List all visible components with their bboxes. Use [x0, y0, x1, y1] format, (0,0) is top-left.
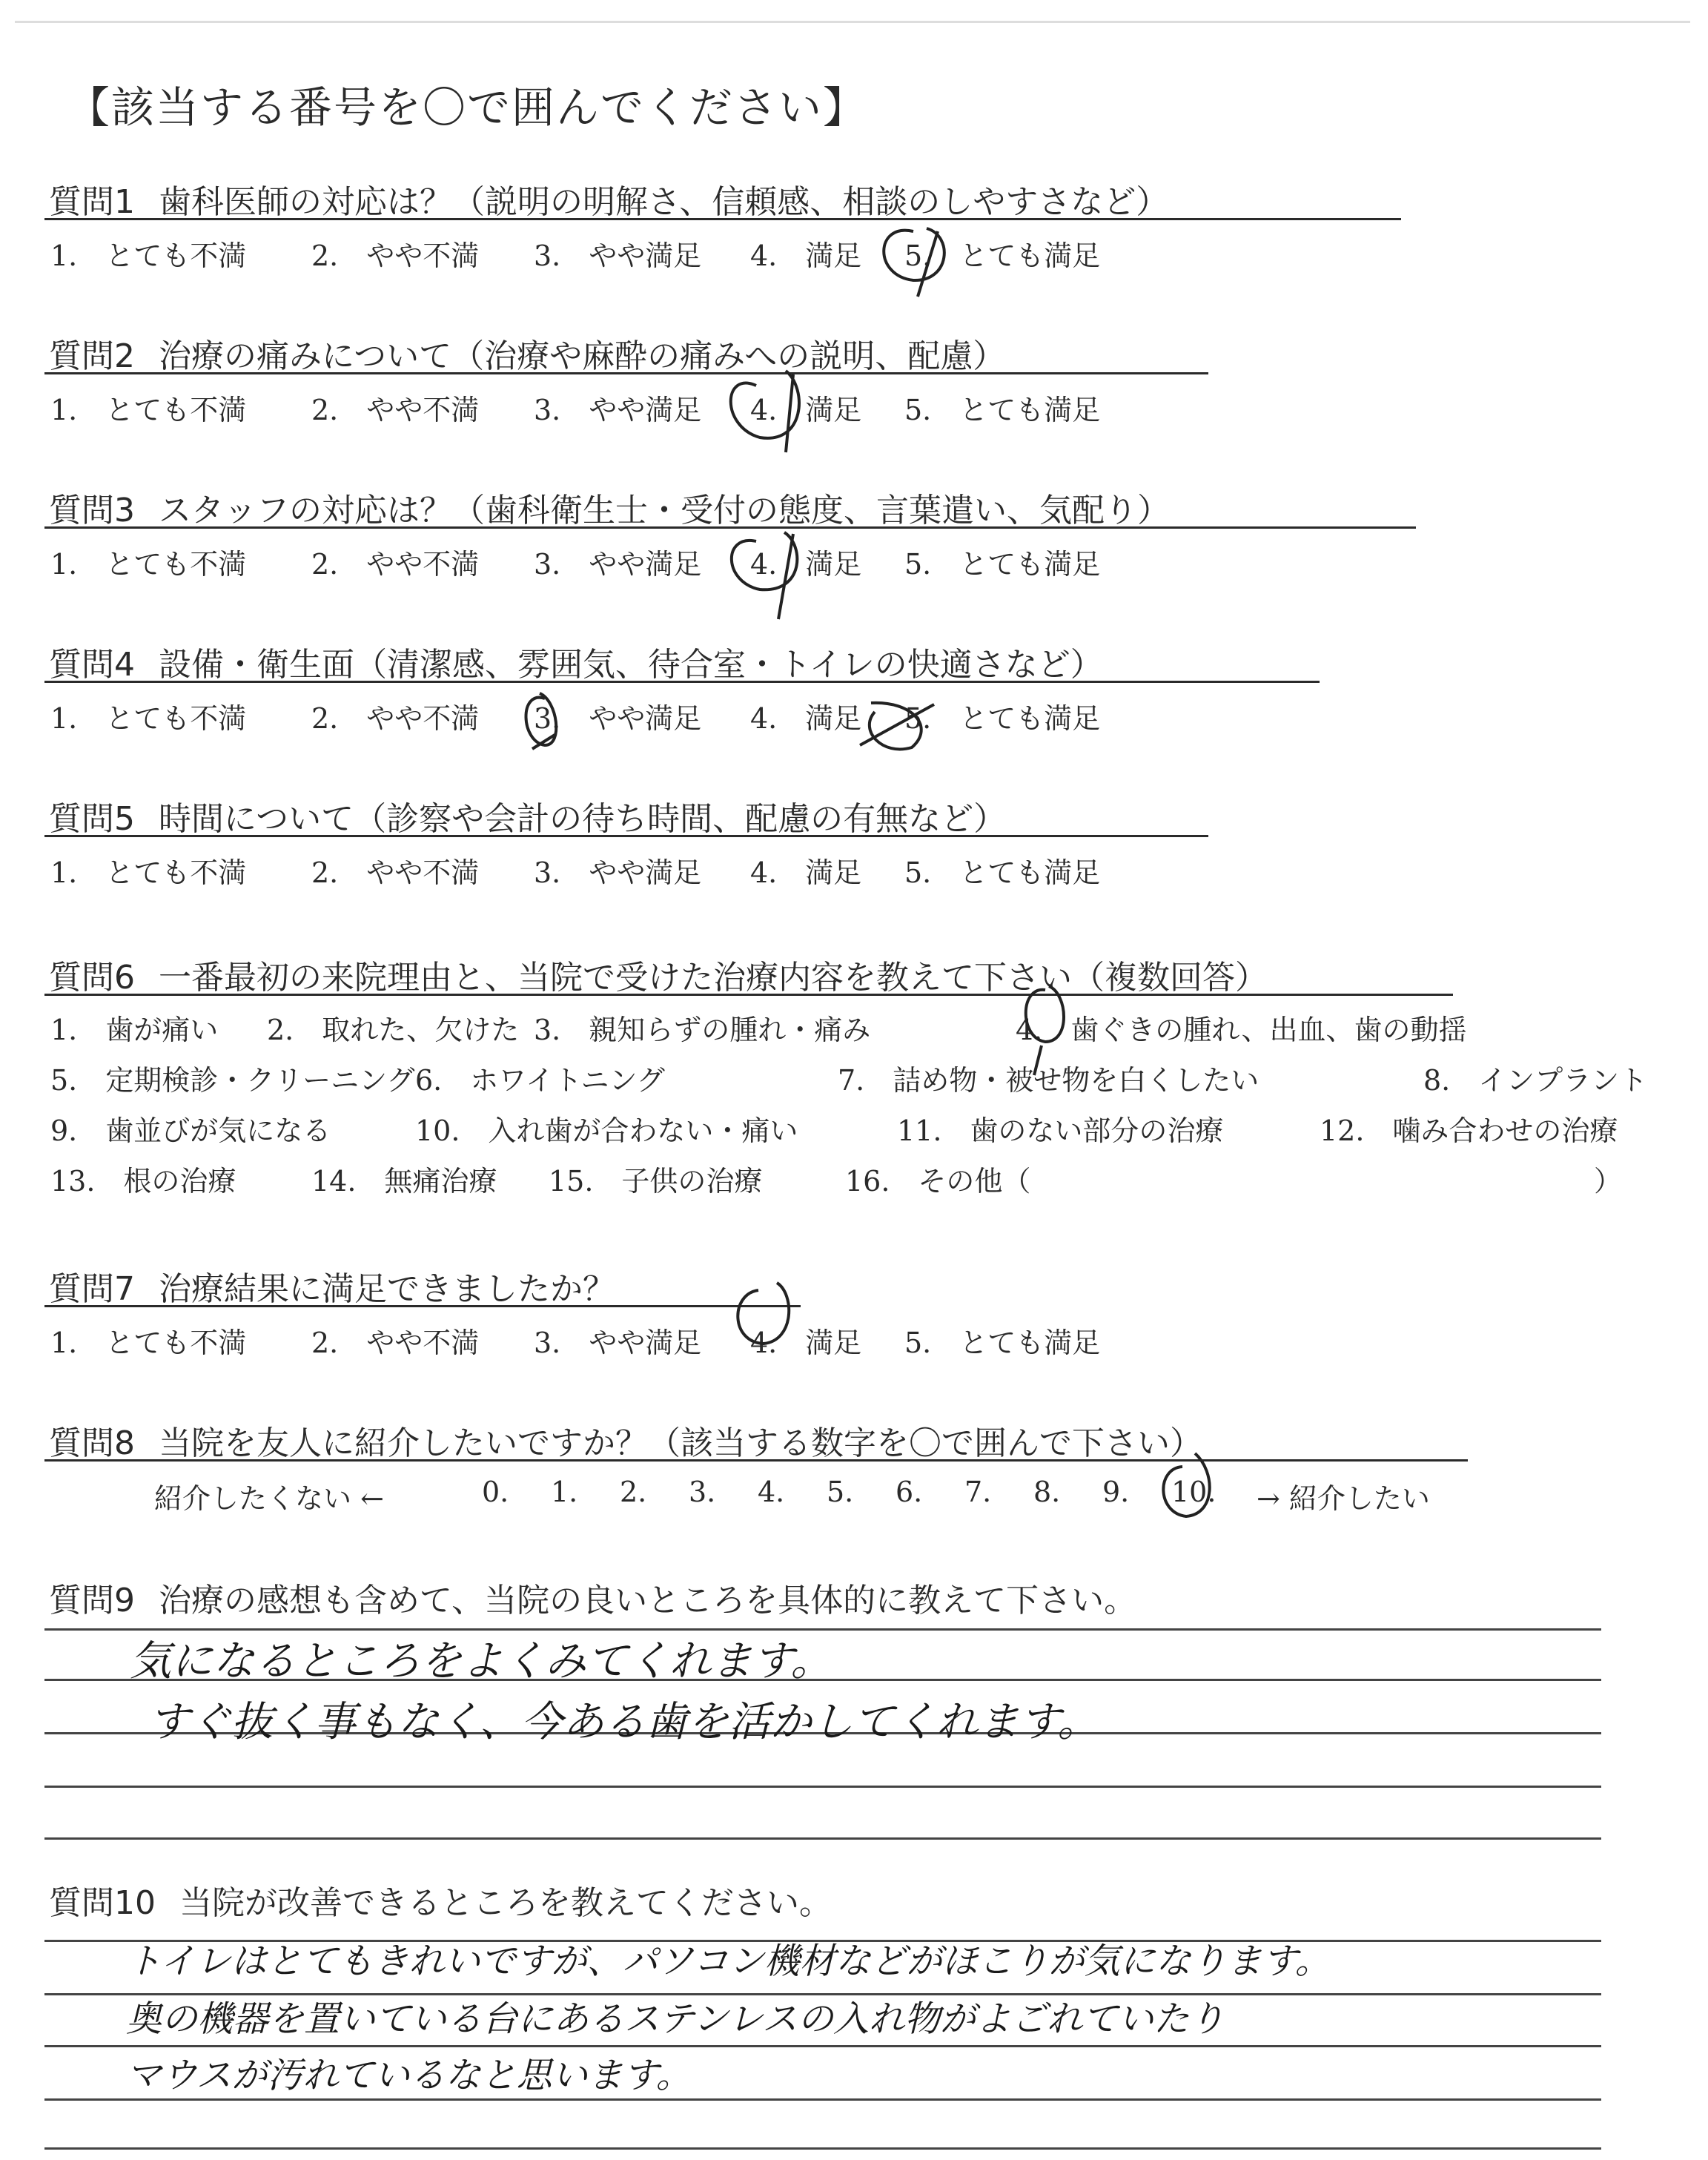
q1-option-4[interactable]: 4. 満足 — [750, 240, 862, 272]
q8-scale-option[interactable]: 6. — [896, 1476, 923, 1508]
q6-option[interactable]: 12. 噛み合わせの治療 — [1320, 1114, 1618, 1147]
q6-option[interactable]: 14. 無痛治療 — [311, 1165, 497, 1198]
q8-scale-option[interactable]: 9. — [1102, 1476, 1130, 1508]
q7-option-3[interactable]: 3. やや満足 — [534, 1327, 702, 1359]
q9-answer-line: 気になるところをよくみてくれます。 — [130, 1637, 833, 1685]
q7-option-1[interactable]: 1. とても不満 — [50, 1327, 247, 1359]
q6-option[interactable]: 2. 取れた、欠けた — [267, 1014, 520, 1046]
q6-option[interactable]: 6. ホワイトニング — [415, 1064, 665, 1097]
q1-option-1[interactable]: 1. とても不満 — [50, 240, 247, 272]
q7-option-2[interactable]: 2. やや不満 — [311, 1327, 480, 1359]
q1-option-3[interactable]: 3. やや満足 — [534, 240, 702, 272]
q6-text: 一番最初の来院理由と、当院で受けた治療内容を教えて下さい（複数回答） — [159, 959, 1268, 997]
q5-number: 質問5 — [49, 800, 135, 838]
q6-option[interactable]: 16. その他（ — [845, 1165, 1031, 1198]
q2-text: 治療の痛みについて（治療や麻酔の痛みへの説明、配慮） — [159, 337, 1006, 375]
q4-text: 設備・衛生面（清潔感、雰囲気、待合室・トイレの快適さなど） — [159, 646, 1103, 684]
q10-number: 質問10 — [49, 1884, 156, 1922]
q3-option-1[interactable]: 1. とても不満 — [50, 548, 247, 581]
q5-option-2[interactable]: 2. やや不満 — [311, 856, 480, 889]
q8-scale-option[interactable]: 1. — [551, 1476, 578, 1508]
q2-option-5[interactable]: 5. とても満足 — [904, 394, 1101, 426]
q6-option[interactable]: 7. 詰め物・被せ物を白くしたい — [838, 1064, 1260, 1097]
q3-option-5[interactable]: 5. とても満足 — [904, 548, 1101, 581]
q10-answer-line: 奥の機器を置いている台にあるステンレスの入れ物がよごれていたり — [126, 1998, 1225, 2040]
q6-option[interactable]: 4. 歯ぐきの腫れ、出血、歯の動揺 — [1016, 1014, 1467, 1046]
q3-number: 質問3 — [49, 492, 135, 529]
q4-option-5[interactable]: 5. とても満足 — [904, 702, 1101, 735]
q10-text: 当院が改善できるところを教えてください。 — [179, 1884, 832, 1922]
q7-text: 治療結果に満足できましたか？ — [159, 1270, 615, 1308]
q9-number: 質問9 — [49, 1582, 135, 1619]
q4-option-1[interactable]: 1. とても不満 — [50, 702, 247, 735]
q4-option-2[interactable]: 2. やや不満 — [311, 702, 480, 735]
q8-number: 質問8 — [49, 1424, 135, 1462]
q8-scale-option[interactable]: 5. — [827, 1476, 854, 1508]
q6-option[interactable]: 8. インプラント — [1423, 1064, 1648, 1097]
q7-number: 質問7 — [49, 1270, 135, 1308]
q8-scale-option[interactable]: 10. — [1171, 1476, 1217, 1508]
q5-option-1[interactable]: 1. とても不満 — [50, 856, 247, 889]
q8-left-label: 紹介したくない ← — [154, 1482, 384, 1515]
q6-option[interactable]: 15. 子供の治療 — [549, 1165, 763, 1198]
q4-option-4[interactable]: 4. 満足 — [750, 702, 862, 735]
q5-option-4[interactable]: 4. 満足 — [750, 856, 862, 889]
q2-number: 質問2 — [49, 337, 135, 375]
q3-option-3[interactable]: 3. やや満足 — [534, 548, 702, 581]
q6-number: 質問6 — [49, 959, 135, 997]
q4-number: 質問4 — [49, 646, 135, 684]
q8-right-label: → 紹介したい — [1257, 1482, 1430, 1515]
q8-scale-option[interactable]: 7. — [964, 1476, 992, 1508]
q10-answer-line: マウスが汚れているなと思います。 — [126, 2055, 692, 2096]
q1-option-5[interactable]: 5. とても満足 — [904, 240, 1101, 272]
q7-option-5[interactable]: 5. とても満足 — [904, 1327, 1101, 1359]
q6-option[interactable]: ） — [1594, 1165, 1623, 1198]
q6-option[interactable]: 5. 定期検診・クリーニング — [50, 1064, 415, 1097]
q3-option-2[interactable]: 2. やや不満 — [311, 548, 480, 581]
q8-text: 当院を友人に紹介したいですか？（該当する数字を〇で囲んで下さい） — [159, 1424, 1202, 1462]
q6-option[interactable]: 13. 根の治療 — [50, 1165, 236, 1198]
form-heading: 【該当する番号を〇で囲んでください】 — [67, 82, 868, 133]
q3-text: スタッフの対応は？（歯科衛生士・受付の態度、言葉遣い、気配り） — [159, 492, 1170, 529]
q5-option-3[interactable]: 3. やや満足 — [534, 856, 702, 889]
q8-scale-option[interactable]: 3. — [689, 1476, 716, 1508]
q8-scale-option[interactable]: 8. — [1033, 1476, 1061, 1508]
q3-option-4[interactable]: 4. 満足 — [750, 548, 862, 581]
q1-text: 歯科医師の対応は？（説明の明解さ、信頼感、相談のしやすさなど） — [159, 183, 1169, 221]
q5-text: 時間について（診察や会計の待ち時間、配慮の有無など） — [159, 800, 1007, 838]
q9-text: 治療の感想も含めて、当院の良いところを具体的に教えて下さい。 — [159, 1582, 1137, 1619]
q2-option-3[interactable]: 3. やや満足 — [534, 394, 702, 426]
q8-scale-option[interactable]: 2. — [620, 1476, 647, 1508]
q8-scale-option[interactable]: 4. — [758, 1476, 785, 1508]
q2-option-1[interactable]: 1. とても不満 — [50, 394, 247, 426]
q10-answer-line: トイレはとてもきれいですが、パソコン機材などがほこりが気になります。 — [126, 1941, 1331, 1982]
q2-option-4[interactable]: 4. 満足 — [750, 394, 862, 426]
q6-option[interactable]: 1. 歯が痛い — [50, 1014, 219, 1046]
q1-option-2[interactable]: 2. やや不満 — [311, 240, 480, 272]
q6-option[interactable]: 11. 歯のない部分の治療 — [897, 1114, 1224, 1147]
q4-option-3[interactable]: 3. やや満足 — [534, 702, 702, 735]
q1-number: 質問1 — [49, 183, 135, 221]
q6-option[interactable]: 9. 歯並びが気になる — [50, 1114, 331, 1147]
q8-scale-option[interactable]: 0. — [482, 1476, 509, 1508]
q7-option-4[interactable]: 4. 満足 — [750, 1327, 862, 1359]
q6-option[interactable]: 10. 入れ歯が合わない・痛い — [415, 1114, 798, 1147]
q9-answer-line: すぐ抜く事もなく、今ある歯を活かしてくれます。 — [148, 1698, 1099, 1746]
q5-option-5[interactable]: 5. とても満足 — [904, 856, 1101, 889]
q6-option[interactable]: 3. 親知らずの腫れ・痛み — [534, 1014, 871, 1046]
q2-option-2[interactable]: 2. やや不満 — [311, 394, 480, 426]
